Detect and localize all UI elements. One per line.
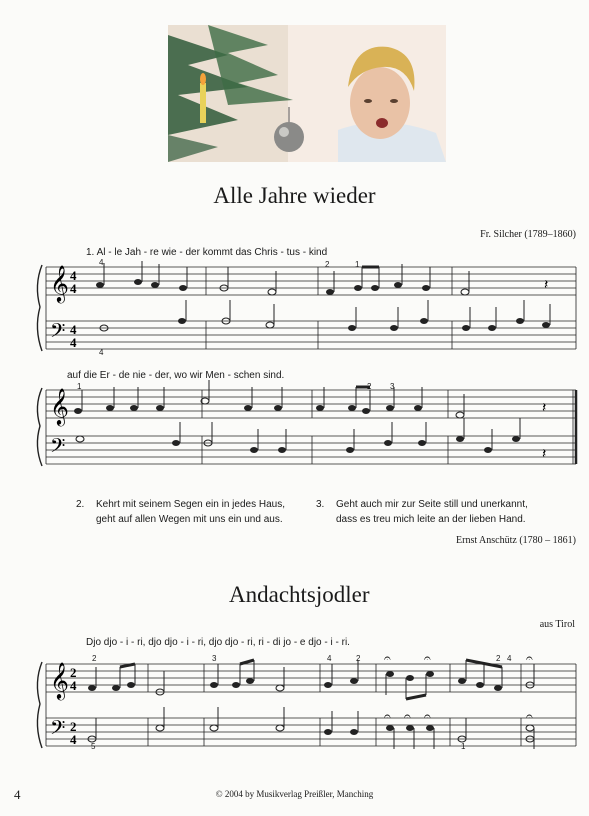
stanza-line: geht auf allen Wegen mit uns ein und aus. — [96, 514, 283, 525]
stanza-line: Geht auch mir zur Seite still und unerkannt, — [336, 499, 528, 510]
svg-text:𝄐: 𝄐 — [526, 709, 533, 723]
stanza-number: 3. — [316, 499, 325, 510]
treble-clef-icon: 𝄞 — [50, 662, 69, 698]
fingering: 2 — [325, 260, 330, 269]
bass-clef-icon: 𝄢 — [50, 321, 66, 347]
song-title: Andachtsjodler — [229, 582, 370, 607]
fingering: 2 — [356, 654, 361, 663]
svg-text:𝄐: 𝄐 — [526, 651, 533, 665]
fingering: 1 — [77, 382, 82, 391]
svg-text:4: 4 — [70, 678, 77, 693]
lyricist-credit: Ernst Anschütz (1780 – 1861) — [456, 535, 576, 546]
lyrics-line: auf die Er - de nie - der, wo wir Men - schen sind. — [67, 370, 285, 381]
svg-text:𝄐: 𝄐 — [424, 709, 431, 723]
svg-text:𝄽: 𝄽 — [544, 278, 549, 293]
copyright-footer: © 2004 by Musikverlag Preißler, Manching — [215, 789, 374, 799]
stanza-line: dass es treu mich leite an der lieben Hand. — [336, 514, 526, 525]
fingering: 2 — [92, 654, 97, 663]
svg-text:2: 2 — [70, 665, 77, 680]
svg-text:𝄐: 𝄐 — [404, 709, 411, 723]
treble-clef-icon: 𝄞 — [50, 388, 69, 424]
lyrics-line: 1. Al - le Jah - re wie - der kommt das Chris - tus - kind — [86, 247, 328, 258]
stanza-number: 2. — [76, 499, 85, 510]
svg-text:𝄐: 𝄐 — [424, 651, 431, 665]
lyrics-line: Djo djo - i - ri, djo djo - i - ri, djo djo - ri, ri - di jo - e djo - i - ri. — [86, 637, 350, 648]
fingering: 4 — [327, 654, 332, 663]
music-score-system-3 — [30, 650, 580, 755]
song-title: Alle Jahre wieder — [213, 183, 376, 208]
origin-credit: aus Tirol — [539, 619, 575, 630]
bass-clef-icon: 𝄢 — [50, 718, 66, 744]
fingering: 3 — [390, 382, 395, 391]
fingering: 1 — [461, 742, 466, 751]
fingering: 4 — [99, 258, 104, 267]
composer-credit: Fr. Silcher (1789–1860) — [480, 229, 576, 240]
svg-text:4: 4 — [70, 335, 77, 350]
fingering: 5 — [91, 742, 96, 751]
fingering: 4 — [507, 654, 512, 663]
svg-text:2: 2 — [70, 719, 77, 734]
music-score-system-2 — [30, 378, 580, 473]
fingering: 1 — [355, 260, 360, 269]
svg-text:4: 4 — [70, 322, 77, 337]
svg-text:𝄐: 𝄐 — [384, 651, 391, 665]
stanza-line: Kehrt mit seinem Segen ein in jedes Haus, — [96, 499, 285, 510]
svg-text:𝄐: 𝄐 — [384, 709, 391, 723]
svg-text:4: 4 — [70, 281, 77, 296]
svg-text:𝄽: 𝄽 — [542, 401, 547, 416]
fingering: 3 — [212, 654, 217, 663]
svg-text:4: 4 — [70, 268, 77, 283]
boy-singing-image — [168, 25, 446, 162]
christmas-illustration — [168, 25, 446, 162]
music-score-system-1 — [30, 255, 580, 365]
svg-text:𝄽: 𝄽 — [542, 447, 547, 462]
treble-clef-icon: 𝄞 — [50, 265, 69, 301]
fingering: 2 — [496, 654, 501, 663]
fingering: 2 — [367, 382, 372, 391]
fingering: 4 — [99, 348, 104, 357]
page-number: 4 — [14, 787, 21, 802]
svg-text:4: 4 — [70, 732, 77, 747]
bass-clef-icon: 𝄢 — [50, 436, 66, 462]
